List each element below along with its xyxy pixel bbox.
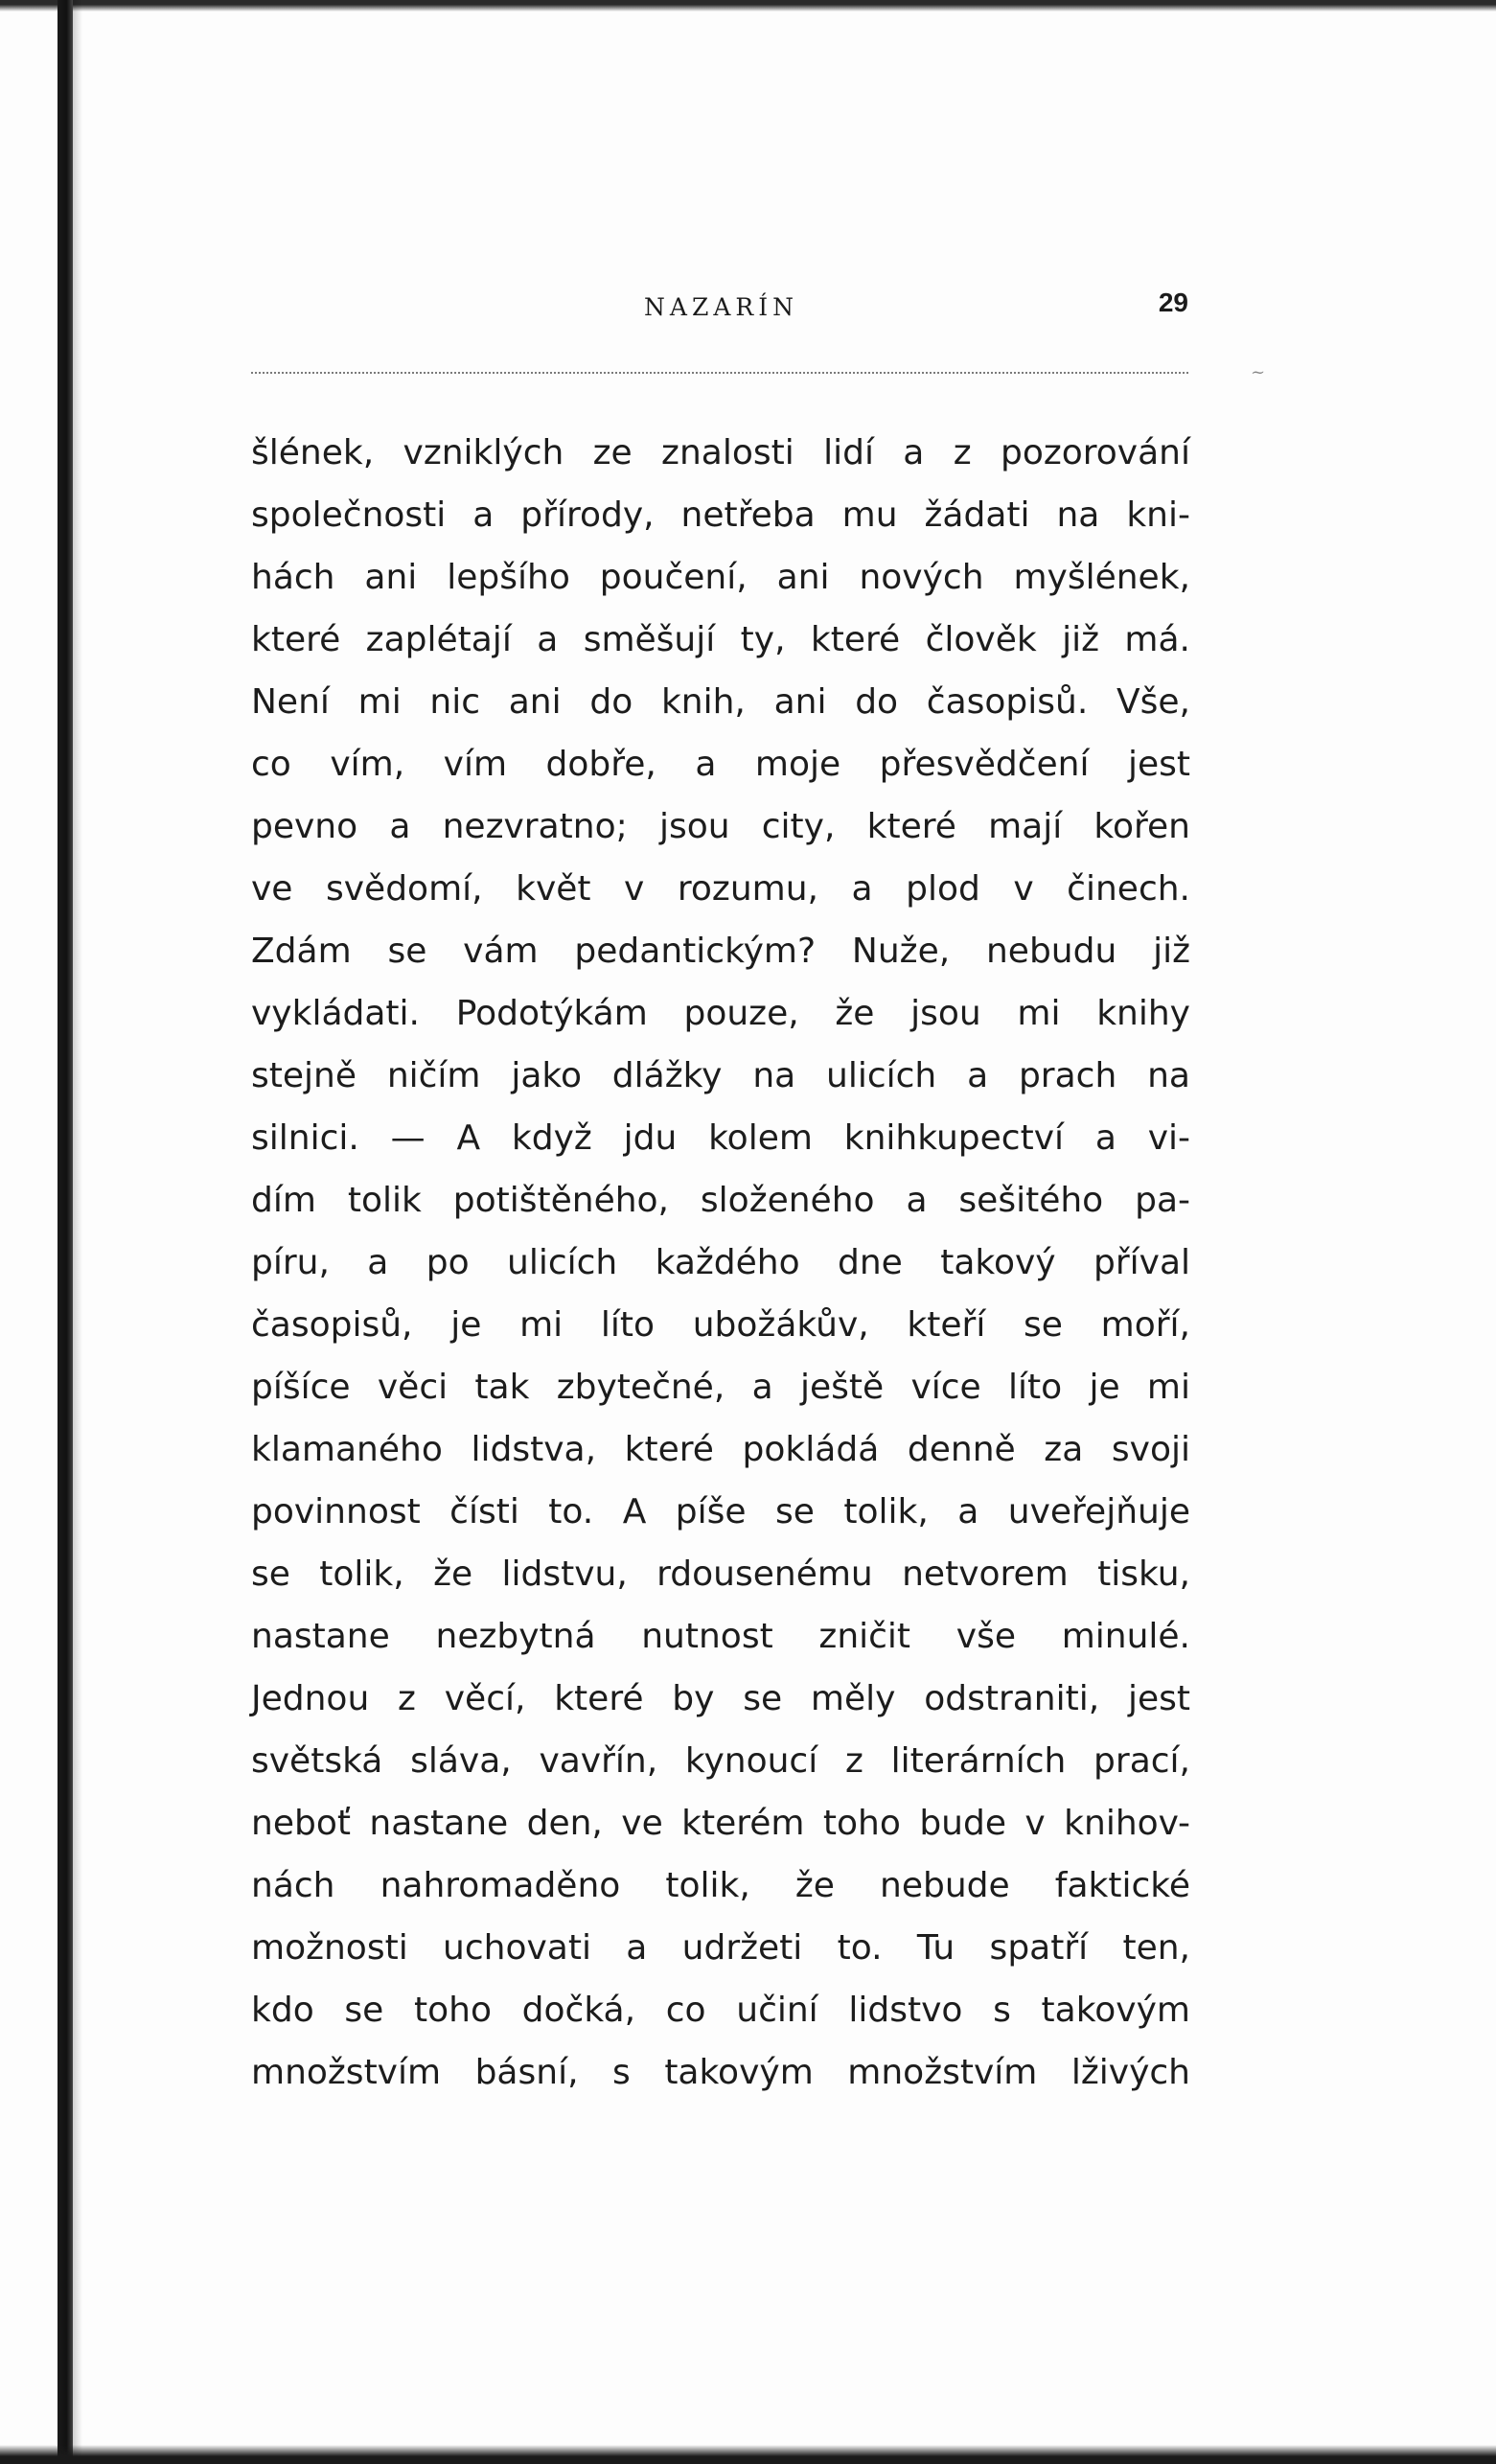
text-line: ve svědomí, květ v rozumu, a plod v činech. bbox=[251, 869, 1190, 909]
text-line: hách ani lepšího poučení, ani nových myšlének, bbox=[251, 558, 1190, 597]
text-line: Jednou z věcí, které by se měly odstraniti, jest bbox=[251, 1679, 1190, 1718]
page-number: 29 bbox=[1158, 288, 1188, 317]
text-line: Zdám se vám pedantickým? Nuže, nebudu již bbox=[251, 932, 1190, 971]
header-rule bbox=[251, 372, 1188, 374]
text-line: píru, a po ulicích každého dne takový příval bbox=[251, 1243, 1190, 1282]
text-line: pevno a nezvratno; jsou city, které mají kořen bbox=[251, 807, 1190, 846]
text-line: vykládati. Podotýkám pouze, že jsou mi knihy bbox=[251, 994, 1190, 1033]
text-line: stejně ničím jako dlážky na ulicích a prach na bbox=[251, 1056, 1190, 1095]
text-line: šlének, vzniklých ze znalosti lidí a z pozorování bbox=[251, 433, 1190, 472]
text-line: Není mi nic ani do knih, ani do časopisů. Vše, bbox=[251, 682, 1190, 722]
body-text bbox=[251, 422, 1190, 2104]
margin-mark: ~ bbox=[1251, 362, 1266, 382]
scan-bottom-edge bbox=[0, 2445, 1496, 2464]
text-line: dím tolik potištěného, složeného a sešitého pa- bbox=[251, 1181, 1190, 1220]
text-line: neboť nastane den, ve kterém toho bude v knihov- bbox=[251, 1804, 1190, 1843]
text-line: píšíce věci tak zbytečné, a ještě více líto je mi bbox=[251, 1368, 1190, 1407]
text-line: kdo se toho dočká, co učiní lidstvo s takovým bbox=[251, 1991, 1190, 2030]
text-line: silnici. — A když jdu kolem knihkupectví a vi- bbox=[251, 1118, 1190, 1158]
text-line: povinnost čísti to. A píše se tolik, a uveřejňuje bbox=[251, 1492, 1190, 1531]
text-line: nách nahromaděno tolik, že nebude faktické bbox=[251, 1866, 1190, 1905]
text-line: se tolik, že lidstvu, rdousenému netvorem tisku, bbox=[251, 1554, 1190, 1594]
text-line: množstvím básní, s takovým množstvím lživých bbox=[251, 2053, 1190, 2092]
text-line: nastane nezbytná nutnost zničit vše minulé. bbox=[251, 1617, 1190, 1656]
running-title: NAZARÍN bbox=[644, 293, 798, 321]
spine-shadow bbox=[73, 0, 82, 2464]
text-line: časopisů, je mi líto ubožákův, kteří se moří, bbox=[251, 1305, 1190, 1345]
text-line: které zaplétají a směšují ty, které člověk již má. bbox=[251, 620, 1190, 659]
text-line: společnosti a přírody, netřeba mu žádati na kni- bbox=[251, 495, 1190, 535]
book-spine-edge bbox=[58, 0, 73, 2464]
text-line: světská sláva, vavřín, kynoucí z literárních prací, bbox=[251, 1741, 1190, 1781]
page-header bbox=[254, 288, 1188, 335]
scan-top-edge bbox=[0, 0, 1496, 12]
text-line: možnosti uchovati a udržeti to. Tu spatří ten, bbox=[251, 1928, 1190, 1968]
text-line: klamaného lidstva, které pokládá denně za svoji bbox=[251, 1430, 1190, 1469]
text-line: co vím, vím dobře, a moje přesvědčení jest bbox=[251, 745, 1190, 784]
